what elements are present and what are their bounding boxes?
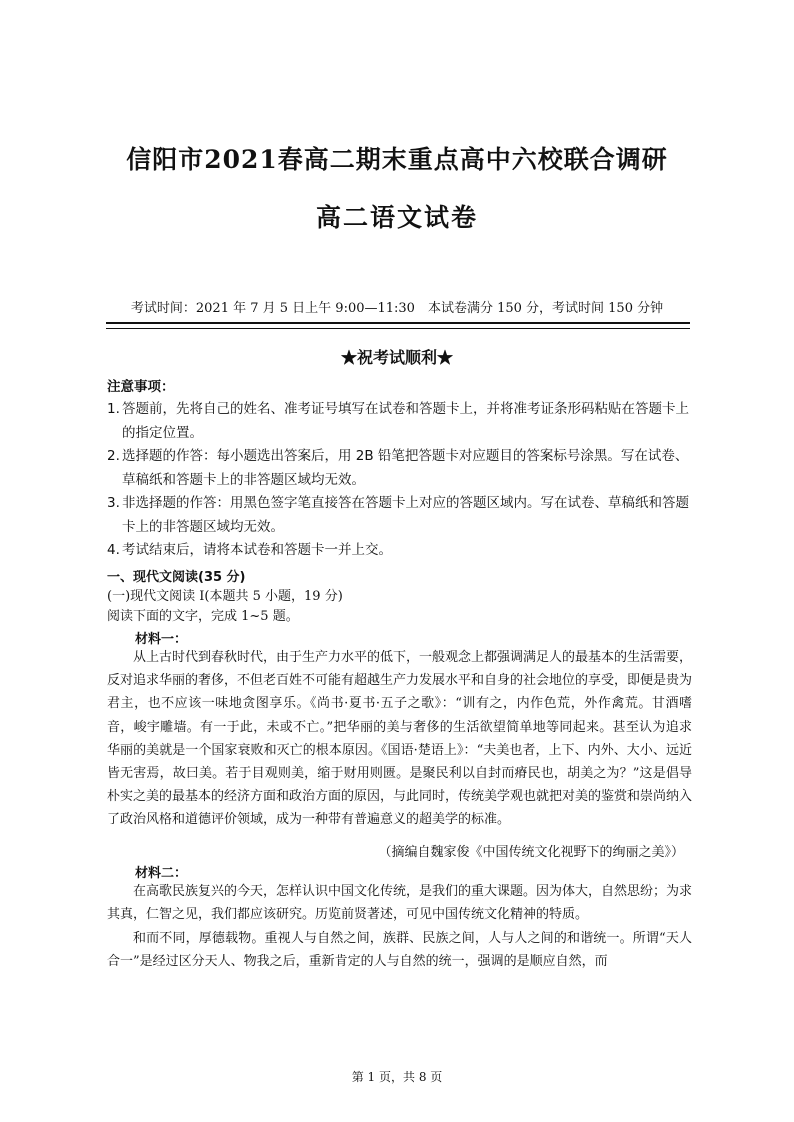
note-item <box>107 398 692 445</box>
note-text: 选择题的作答：每小题选出答案后，用 2B 铅笔把答题卡对应题目的答案标号涂黑。写在试卷、草稿纸和答题卡上的非答题区域均无效。 <box>122 448 689 488</box>
subsection-title: (一)现代文阅读 Ⅰ(本题共 5 小题，19 分) <box>107 589 343 604</box>
note-item <box>107 539 692 563</box>
material-1-text: 从上古时代到春秋时代，由于生产力水平的低下，一般观念上都强调满足人的最基本的生活需要，反对追求华丽的奢侈，不但老百姓不可能有超越生产力发展水平和自身的社会地位的享受，即便是贵为君主，也不应该一味地贪图享乐。《尚书·夏书·五子之歌》：“训有之，内作色荒，外作禽荒。甘酒嗜音，峻宇雕墙。有一于此，未或不亡。”把华丽的美与奢侈的生活欲望简单地等同起来。甚至认为追求华丽的美就是一个国家衰败和灭亡的根本原因。《国语·楚语上》：“夫美也者，上下、内外、大小、远近皆无害焉，故曰美。若于目观则美，缩于财用则匮。是聚民利以自封而瘠民也，胡美之为？”这是倡导朴实之美的最基本的经济方面和政治方面的原因，与此同时，传统美学观也就把对美的鉴赏和崇尚纳入了政治风格和道德评价领域，成为一种带有普遍意义的超美学的标准。 <box>107 650 693 828</box>
note-text: 考试结束后，请将本试卷和答题卡一并上交。 <box>122 542 392 558</box>
exam-info: 考试时间：2021 年 7 月 5 日上午 9:00—11:30 本试卷满分 150 分，考试时间 150 分钟 <box>130 301 664 316</box>
notes-list <box>107 398 692 563</box>
page-number: 第 1 页，共 8 页 <box>351 1070 443 1084</box>
note-number: 1. <box>107 401 120 417</box>
material-2-label: 材料二： <box>135 866 188 881</box>
material-1-label: 材料一： <box>135 632 188 647</box>
material-1-source: （摘编自魏家俊《中国传统文化视野下的绚丽之美》） <box>378 845 684 860</box>
note-number: 2. <box>107 448 120 464</box>
paper-subtitle: 高二语文试卷 <box>315 203 478 232</box>
note-number: 3. <box>107 495 120 511</box>
header-rule-thin <box>106 328 690 329</box>
section-title: 一、现代文阅读(35 分) <box>107 570 246 585</box>
note-number: 4. <box>107 542 120 558</box>
material-2-paragraph-1: 在高歌民族复兴的今天，怎样认识中国文化传统，是我们的重大课题。因为体大，自然思纷；为求其真，仁智之见，我们都应该研究。历览前贤著述，可见中国传统文化精神的特质。 <box>107 884 693 923</box>
exam-title: 信阳市2021春高二期末重点高中六校联合调研 <box>126 145 668 174</box>
note-item <box>107 445 692 492</box>
header-rule-thick <box>106 322 690 324</box>
good-luck-banner: ★祝考试顺利★ <box>340 348 453 367</box>
material-2-paragraph-2: 和而不同，厚德载物。重视人与自然之间，族群、民族之间，人与人之间的和谐统一。所谓“天人合一”是经过区分天人、物我之后，重新肯定的人与自然的统一，强调的是顺应自然，而 <box>107 931 692 970</box>
note-text: 答题前，先将自己的姓名、准考证号填写在试卷和答题卡上，并将准考证条形码粘贴在答题卡上的指定位置。 <box>122 401 689 441</box>
note-item <box>107 492 692 539</box>
notes-title: 注意事项： <box>107 379 175 395</box>
reading-instruction: 阅读下面的文字，完成 1~5 题。 <box>107 609 299 624</box>
note-text: 非选择题的作答：用黑色签字笔直接答在答题卡上对应的答题区域内。写在试卷、草稿纸和答题卡上的非答题区域均无效。 <box>122 495 689 535</box>
